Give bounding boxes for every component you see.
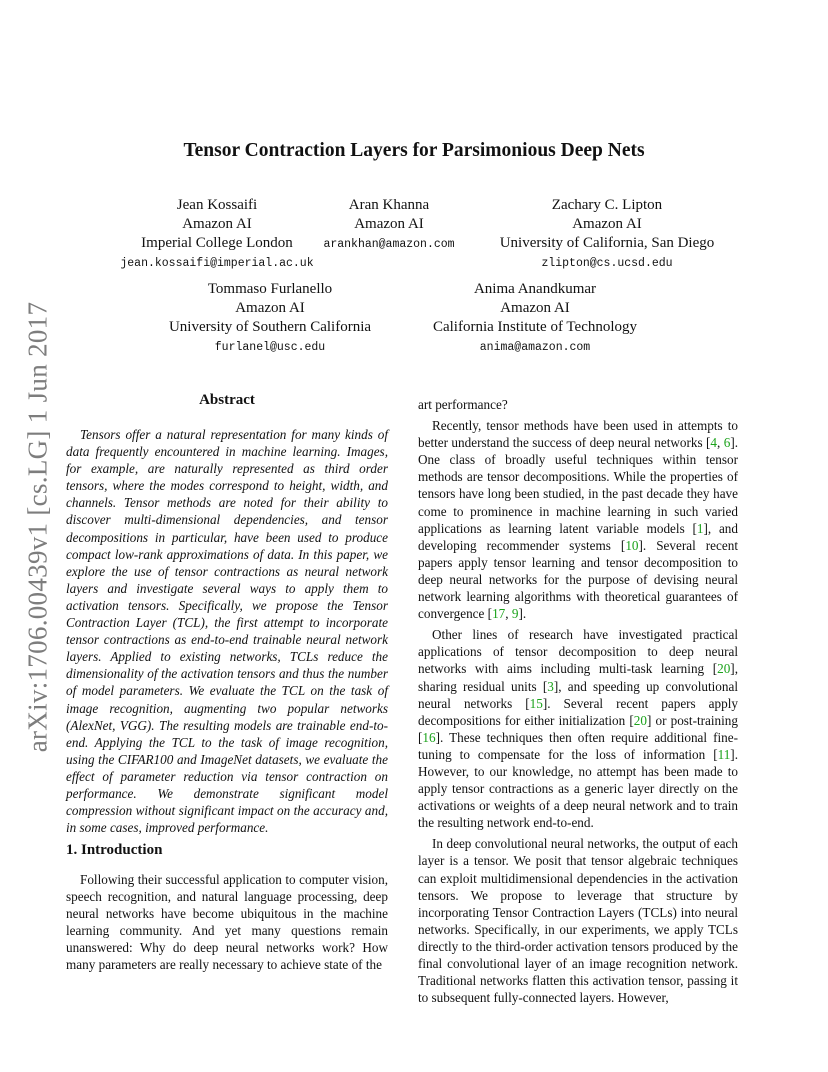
author-name: Jean Kossaifi (176, 197, 258, 213)
author-name: Zachary C. Lipton (551, 197, 663, 213)
section-heading-introduction: 1. Introduction (66, 842, 163, 858)
paragraph-deep-conv-nets: In deep convolutional neural networks, the output of each layer is a tensor. We posit that tensor algebraic techniques can exploit multidimensional dependencies in the activation tensors. We propose to leverage that structure by incorporating Tensor Contraction Layers (TCLs) into neural networks. Specifically, in our experiments, we apply TCLs directly to the third-order activation tensors produced by the final convolutional layer of an image recognition network. Traditional networks flatten this activation tensor, passing it to subsequent fully-connected layers. However, (418, 836, 738, 1006)
author-block-2 (304, 196, 474, 254)
paragraph-tensor-methods (418, 417, 738, 622)
paper-title: Tensor Contraction Layers for Parsimonious Deep Nets (183, 140, 645, 161)
author-affiliation: Amazon AI (354, 216, 424, 232)
citation-link[interactable]: 16 (422, 729, 436, 745)
abstract-heading: Abstract (199, 392, 255, 408)
author-email[interactable]: zlipton@cs.ucsd.edu (541, 257, 673, 270)
text-run: ]. However, to our knowledge, no attempt has been made to apply tensor contractions as a generic layer directly on the activations or weights of a deep neural network and to train the resulting network end-to-end. (418, 746, 738, 831)
text-run: Other lines of research have investigated practical applications of tensor decomposition to deep neural networks with aims including multi-task learning [ (418, 627, 738, 677)
text-run: ], and speeding up convolutional neural networks [ (418, 678, 739, 711)
author-name: Anima Anandkumar (473, 281, 597, 297)
text-run: , (505, 606, 512, 622)
author-block-4 (150, 280, 390, 357)
author-affiliation: Amazon AI (235, 300, 305, 316)
citation-link[interactable]: 6 (723, 435, 731, 451)
paragraph-other-research (418, 626, 738, 831)
citation-link[interactable]: 4 (710, 435, 717, 451)
text-run: Recently, tensor methods have been used in attempts to better understand the success of deep neural networks [ (418, 418, 738, 451)
text-run: ], and developing recommender systems [ (418, 520, 738, 553)
author-name: Tommaso Furlanello (207, 281, 333, 297)
citation-link[interactable]: 11 (717, 746, 731, 762)
author-name: Aran Khanna (348, 197, 430, 213)
text-run: ]. These techniques then often require additional fine-tuning to compensate for the loss of information [ (418, 729, 738, 762)
text-run: ]. (518, 606, 527, 622)
author-affiliation: University of Southern California (168, 319, 372, 335)
text-run: , (717, 435, 724, 451)
citation-link[interactable]: 20 (633, 712, 647, 728)
intro-paragraph-1: Following their successful application to computer vision, speech recognition, and natural language processing, deep neural networks have become ubiquitous in the machine learning community. And yet many questions remain unanswered: Why do deep neural networks work? How many parameters are really necessary to achieve state of the (66, 872, 388, 973)
text-run: ]. Several recent papers apply decompositions for either initialization [ (418, 695, 738, 728)
author-affiliation: Amazon AI (182, 216, 252, 232)
right-column-body (418, 396, 738, 1006)
citation-link[interactable]: 3 (547, 678, 554, 694)
author-email[interactable]: jean.kossaifi@imperial.ac.uk (120, 257, 314, 270)
author-email[interactable]: furlanel@usc.edu (214, 341, 326, 354)
author-affiliation: Amazon AI (500, 300, 570, 316)
introduction-body (66, 871, 388, 974)
author-block-5 (414, 280, 656, 357)
citation-link[interactable]: 15 (529, 695, 543, 711)
citation-link[interactable]: 10 (625, 537, 639, 553)
author-email[interactable]: anima@amazon.com (479, 341, 591, 354)
text-run: ] or post-training [ (418, 712, 738, 745)
text-run: ], sharing residual units [ (418, 661, 738, 694)
citation-link[interactable]: 20 (717, 661, 731, 677)
citation-link[interactable]: 9 (511, 606, 519, 622)
arxiv-sidebar-stamp (18, 292, 58, 762)
author-block-3 (476, 196, 738, 273)
abstract-text: Tensors offer a natural representation for many kinds of data frequently encountered in machine learning. Images, for example, are naturally represented as third order tensors, where the modes correspond to height, width, and channels. Tensor methods are noted for their ability to discover multi-dimensional dependencies, and tensor decompositions in particular, have been used to produce compact low-rank approximations of data. In this paper, we explore the use of tensor contractions as neural network layers and investigate several ways to apply them to activation tensors. Specifically, we propose the Tensor Contraction Layer (TCL), the first attempt to incorporate tensor contractions as end-to-end trainable neural network layers. Applied to existing networks, TCLs reduce the dimensionality of the activation tensors and thus the number of model parameters. We evaluate the TCL on the task of image recognition, augmenting two popular networks (AlexNet, VGG). The resulting models are trainable end-to-end. Applying the TCL to the task of image recognition, using the CIFAR100 and ImageNet datasets, we evaluate the effect of parameter reduction via tensor contraction on performance. We demonstrate significant model compression without significant impact on the accuracy and, in some cases, improved performance. (66, 427, 388, 836)
citation-link[interactable]: 17 (492, 606, 506, 622)
author-affiliation: University of California, San Diego (499, 235, 715, 251)
text-run: ]. One class of broadly useful techniques within tensor methods are tensor decompositions. While the properties of tensors have long been studied, in the past decade they have come to prominence in machine learning in such varied applications as learning latent variable models [ (418, 435, 739, 536)
citation-link[interactable]: 1 (696, 520, 704, 536)
author-affiliation: Imperial College London (141, 235, 293, 251)
paragraph-continuation: art performance? (418, 397, 508, 412)
text-run: ]. Several recent papers apply tensor learning and tensor decomposition to deep neural networks for the purpose of devising neural network learning algorithms with theoretical guarantees of convergence [ (418, 537, 738, 622)
arxiv-identifier: arXiv:1706.00439v1 [cs.LG] 1 Jun 2017 (22, 301, 53, 753)
author-email[interactable]: arankhan@amazon.com (323, 238, 455, 251)
abstract-body (66, 426, 388, 836)
author-affiliation: Amazon AI (572, 216, 642, 232)
author-affiliation: California Institute of Technology (432, 319, 638, 335)
